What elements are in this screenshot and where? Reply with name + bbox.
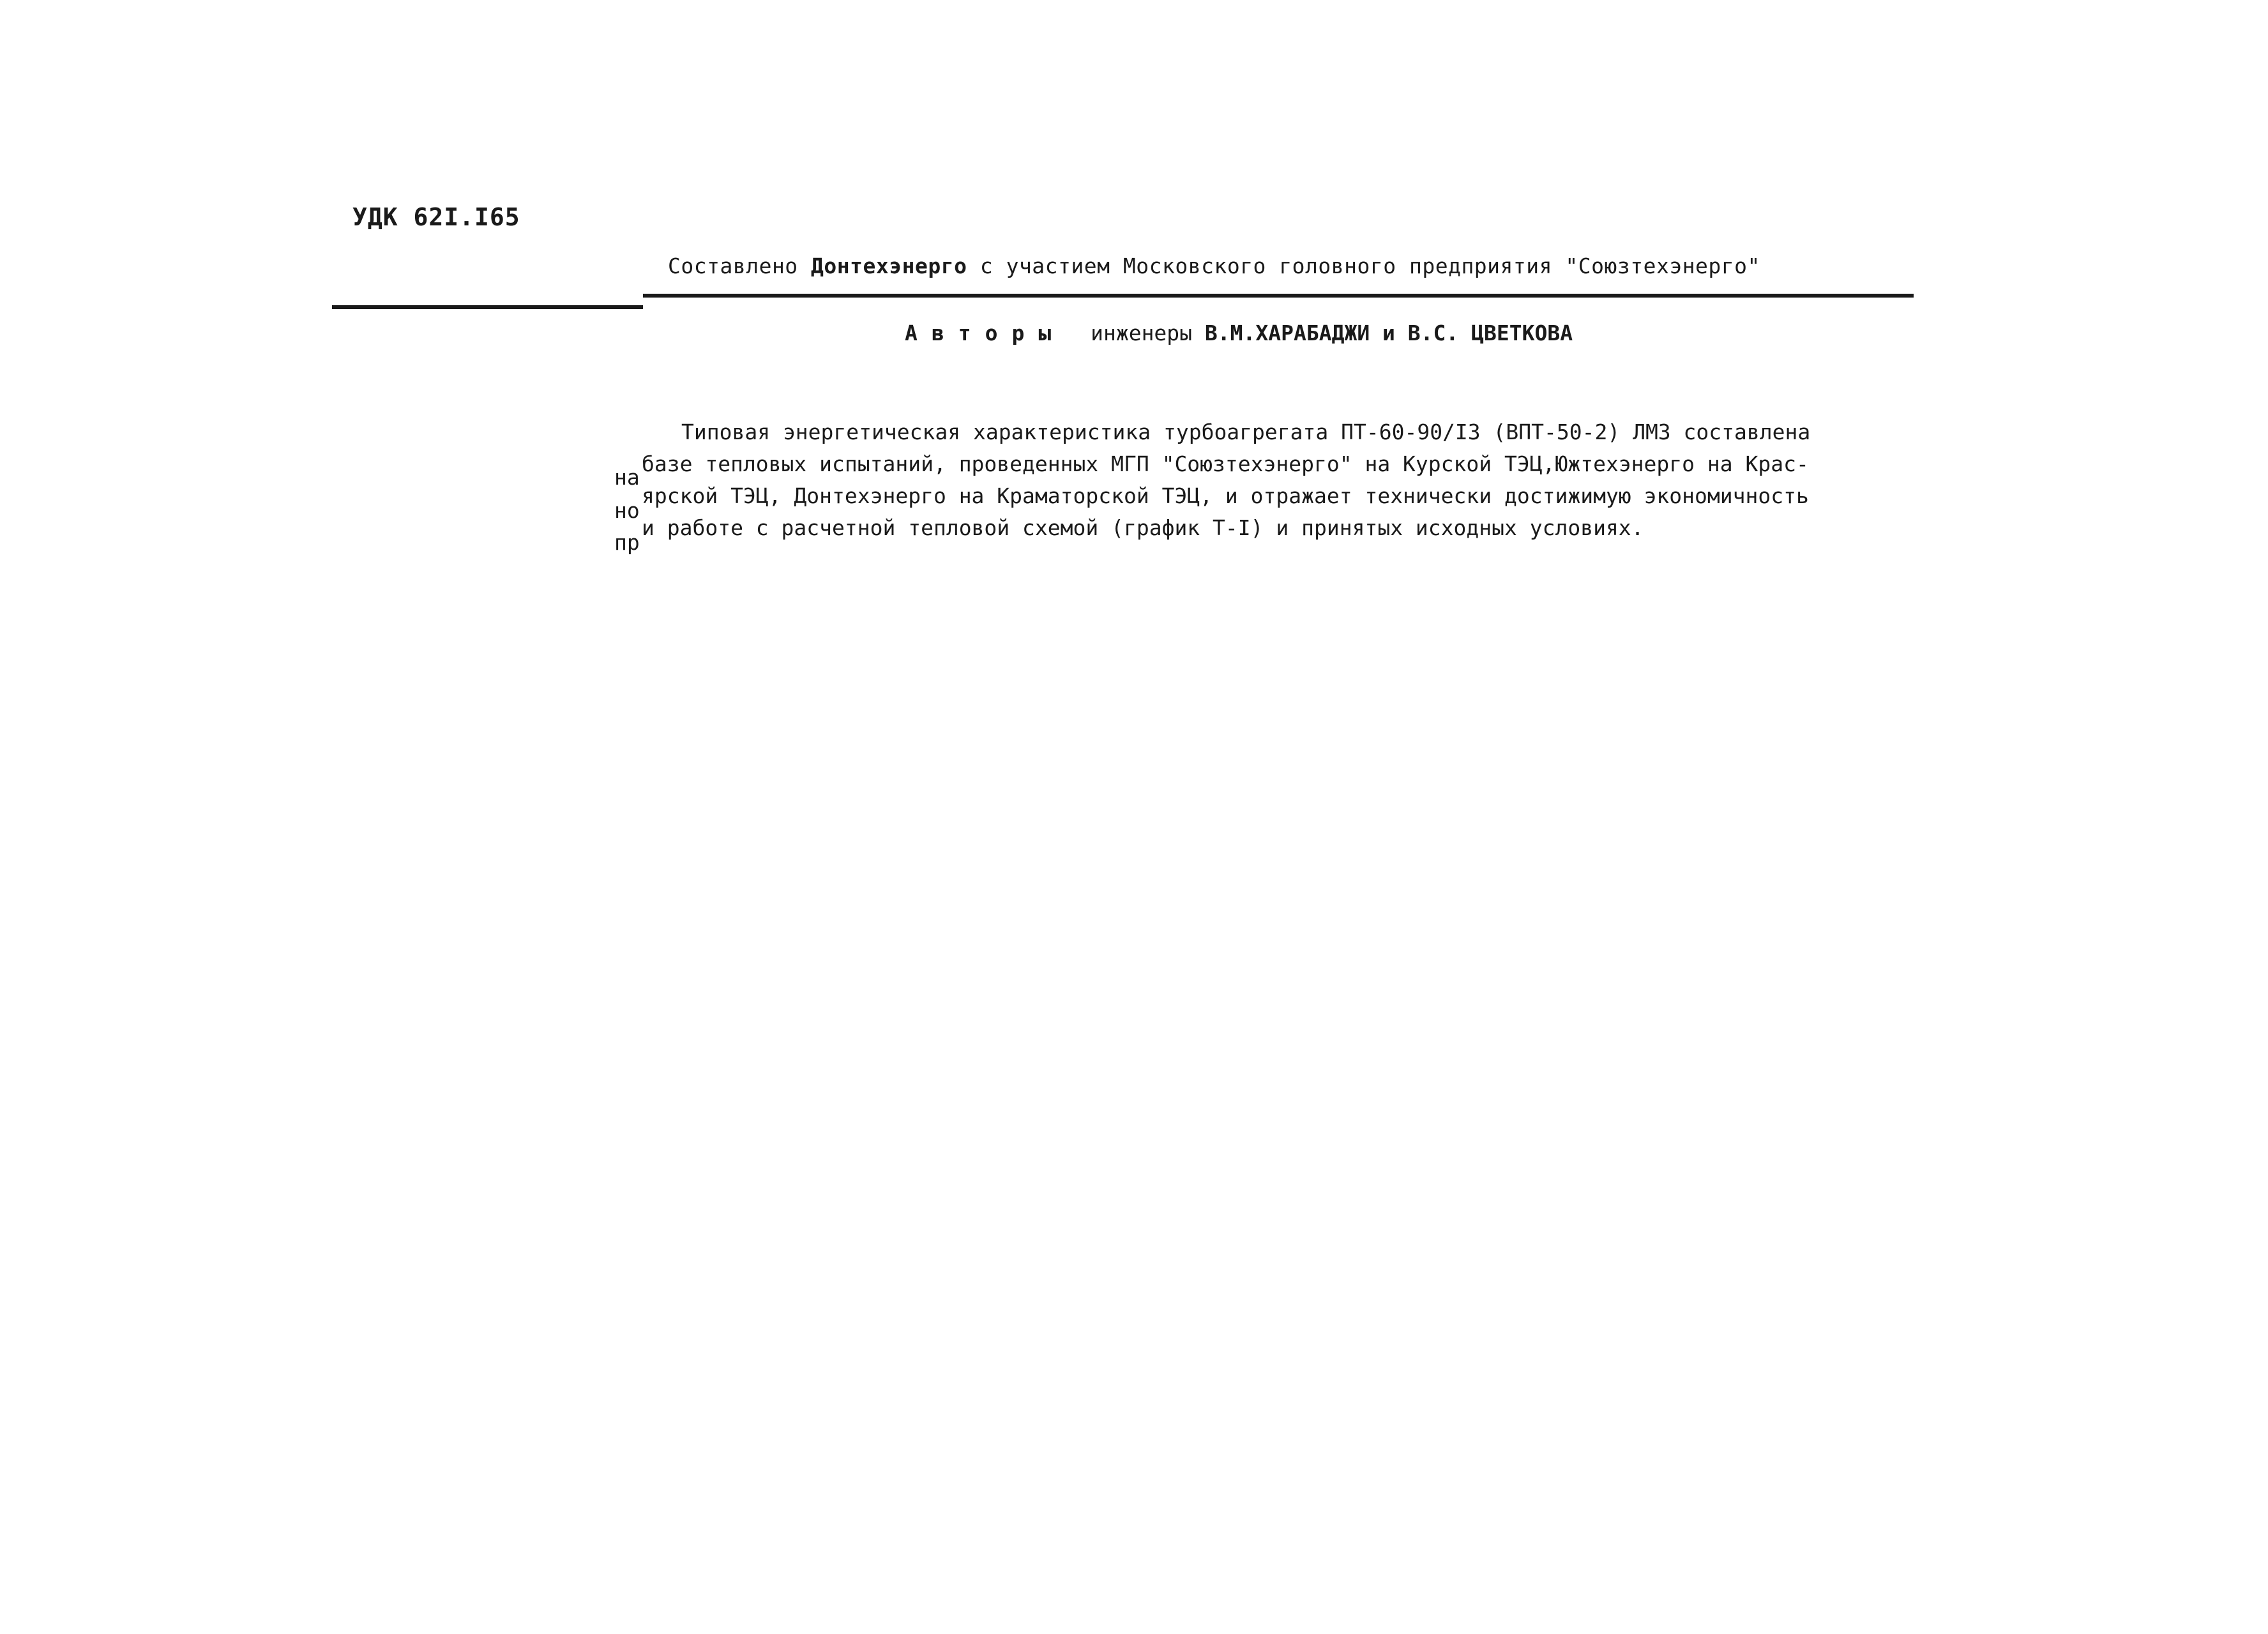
- right-rule: [643, 294, 1914, 298]
- authors-label: Авторы: [905, 321, 1066, 345]
- margin-fragment-1: на: [614, 465, 640, 490]
- margin-fragment-3: пр: [614, 530, 640, 555]
- description-paragraph: [642, 416, 1887, 544]
- paragraph-line-3: ярской ТЭЦ, Донтехэнерго на Краматорской ТЭЦ, и отражает технически достижимую экономичность: [642, 483, 1809, 508]
- compiled-by-line: [668, 253, 1760, 278]
- paragraph-line-1: Типовая энергетическая характеристика турбоагрегата ПТ-60-90/I3 (ВПТ-50-2) ЛМЗ составлена: [681, 420, 1811, 444]
- paragraph-line-2: базе тепловых испытаний, проведенных МГП "Союзтехэнерго" на Курской ТЭЦ,Южтехэнерго на Крас-: [642, 451, 1809, 476]
- compiled-org: Донтехэнерго: [811, 253, 967, 278]
- compiled-prefix: Составлено: [668, 253, 812, 278]
- compiled-suffix: с участием Московского головного предприятия "Союзтехэнерго": [967, 253, 1760, 278]
- margin-fragment-2: но: [614, 498, 640, 523]
- udk-code: УДК 62I.I65: [352, 203, 520, 231]
- left-rule: [332, 305, 643, 309]
- authors-names: В.М.ХАРАБАДЖИ и В.С. ЦВЕТКОВА: [1204, 321, 1573, 345]
- paragraph-line-4: и работе с расчетной тепловой схемой (график Т-I) и принятых исходных условиях.: [642, 515, 1644, 540]
- authors-line: [905, 321, 1573, 345]
- authors-role: инженеры: [1091, 321, 1205, 345]
